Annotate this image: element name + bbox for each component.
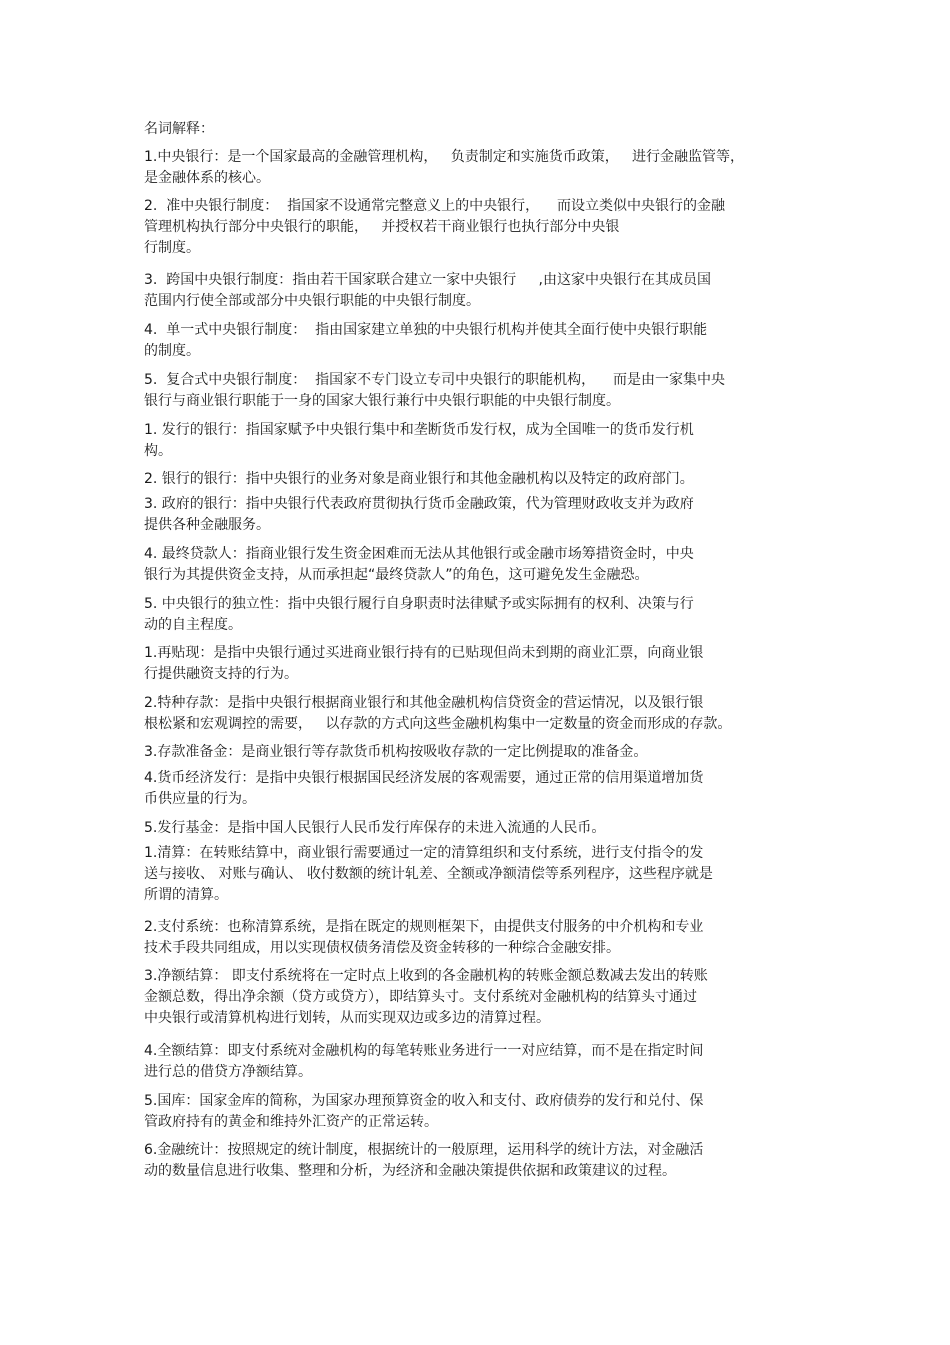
entry-line: 银行与商业银行职能于一身的国家大银行兼行中央银行职能的中央银行制度。: [144, 393, 620, 409]
entry-line: 5.发行基金：是指中国人民银行人民币发行库保存的未进入流通的人民币。: [144, 820, 606, 836]
definition-entry: [144, 196, 804, 259]
entry-line: 4.全额结算：即支付系统对金融机构的每笔转账业务进行一一对应结算，而不是在指定时间: [144, 1043, 704, 1059]
entry-line: 金额总数，得出净余额（贷方或贷方），即结算头寸。支付系统对金融机构的结算头寸通过: [144, 989, 697, 1005]
entry-line: 管政府持有的黄金和维持外汇资产的正常运转。: [144, 1114, 438, 1130]
entry-line: 构。: [144, 443, 172, 459]
entry-line: 1.再贴现：是指中央银行通过买进商业银行持有的已贴现但尚未到期的商业汇票，向商业银: [144, 645, 704, 661]
entry-line: 2. 准中央银行制度： 指国家不设通常完整意义上的中央银行， 而设立类似中央银行的金融: [144, 198, 725, 214]
entry-line: 6.金融统计：按照规定的统计制度，根据统计的一般原理，运用科学的统计方法，对金融活: [144, 1142, 704, 1158]
entry-line: 进行总的借贷方净额结算。: [144, 1064, 312, 1080]
section-heading: 名词解释：: [144, 121, 214, 137]
entry-line: 4. 单一式中央银行制度： 指由国家建立单独的中央银行机构并使其全面行使中央银行职能: [144, 322, 708, 338]
entry-line: 1.清算：在转账结算中，商业银行需要通过一定的清算组织和支付系统，进行支付指令的发: [144, 845, 704, 861]
entry-line: 是金融体系的核心。: [144, 170, 270, 186]
definition-entry: [144, 917, 804, 959]
entry-line: 3.存款准备金：是商业银行等存款货币机构按吸收存款的一定比例提取的准备金。: [144, 744, 648, 760]
definition-entry: [144, 494, 804, 536]
entry-line: 2.支付系统：也称清算系统，是指在既定的规则框架下，由提供支付服务的中介机构和专业: [144, 919, 704, 935]
definition-entry: [144, 469, 804, 490]
entry-line: 所谓的清算。: [144, 887, 228, 903]
definition-entry: [144, 966, 804, 1029]
entry-line: 根松紧和宏观调控的需要， 以存款的方式向这些金融机构集中一定数量的资金而形成的存款。: [144, 716, 732, 732]
entry-line: 币供应量的行为。: [144, 791, 256, 807]
entry-line: 银行为其提供资金支持，从而承担起“最终贷款人”的角色，这可避免发生金融恐。: [144, 567, 649, 583]
entry-line: 管理机构执行部分中央银行的职能， 并授权若干商业银行也执行部分中央银: [144, 219, 620, 235]
definition-entry: [144, 693, 804, 735]
definition-entry: [144, 1091, 804, 1133]
definition-entry: [144, 1041, 804, 1083]
definition-entry: [144, 643, 804, 685]
definition-entry: [144, 270, 804, 312]
entry-line: 技术手段共同组成，用以实现债权债务清偿及资金转移的一种综合金融安排。: [144, 940, 620, 956]
entry-line: 提供各种金融服务。: [144, 517, 270, 533]
definition-entry: [144, 594, 804, 636]
entry-line: 3. 政府的银行：指中央银行代表政府贯彻执行货币金融政策，代为管理财政收支并为政府: [144, 496, 694, 512]
entry-line: 行制度。: [144, 240, 200, 256]
definition-entry: [144, 768, 804, 810]
entry-line: 的制度。: [144, 343, 200, 359]
definition-entry: [144, 370, 804, 412]
entry-line: 3. 跨国中央银行制度：指由若干国家联合建立一家中央银行 ,由这家中央银行在其成员国: [144, 272, 711, 288]
entry-line: 动的自主程度。: [144, 617, 242, 633]
definition-entry: [144, 818, 804, 839]
definition-entry: [144, 1140, 804, 1182]
definition-entry: [144, 843, 804, 906]
entry-line: 中央银行或清算机构进行划转，从而实现双边或多边的清算过程。: [144, 1010, 550, 1026]
definition-entry: [144, 420, 804, 462]
entry-line: 5. 中央银行的独立性：指中央银行履行自身职责时法律赋予或实际拥有的权利、决策与行: [144, 596, 694, 612]
definition-entry: [144, 147, 804, 189]
entry-line: 4. 最终贷款人：指商业银行发生资金困难而无法从其他银行或金融市场筹措资金时，中央: [144, 546, 694, 562]
entry-line: 1.中央银行：是一个国家最高的金融管理机构， 负责制定和实施货币政策， 进行金融监管等，: [144, 149, 745, 165]
entry-line: 1. 发行的银行：指国家赋予中央银行集中和垄断货币发行权，成为全国唯一的货币发行机: [144, 422, 694, 438]
entry-line: 行提供融资支持的行为。: [144, 666, 298, 682]
definition-entry: [144, 320, 804, 362]
definition-entry: [144, 544, 804, 586]
entry-line: 5. 复合式中央银行制度： 指国家不专门设立专司中央银行的职能机构， 而是由一家集中央: [144, 372, 725, 388]
entry-line: 5.国库：国家金库的简称，为国家办理预算资金的收入和支付、政府债券的发行和兑付、保: [144, 1093, 704, 1109]
entry-line: 范围内行使全部或部分中央银行职能的中央银行制度。: [144, 293, 480, 309]
entry-line: 4.货币经济发行：是指中央银行根据国民经济发展的客观需要，通过正常的信用渠道增加货: [144, 770, 704, 786]
entry-line: 2.特种存款：是指中央银行根据商业银行和其他金融机构信贷资金的营运情况，以及银行银: [144, 695, 704, 711]
entry-line: 送与接收、 对账与确认、 收付数额的统计轧差、全额或净额清偿等系列程序，这些程序就是: [144, 866, 713, 882]
entry-line: 动的数量信息进行收集、整理和分析，为经济和金融决策提供依据和政策建议的过程。: [144, 1163, 676, 1179]
entry-line: 3.净额结算： 即支付系统将在一定时点上收到的各金融机构的转账金额总数减去发出的转账: [144, 968, 708, 984]
entry-line: 2. 银行的银行：指中央银行的业务对象是商业银行和其他金融机构以及特定的政府部门。: [144, 471, 694, 487]
definition-entry: [144, 742, 804, 763]
